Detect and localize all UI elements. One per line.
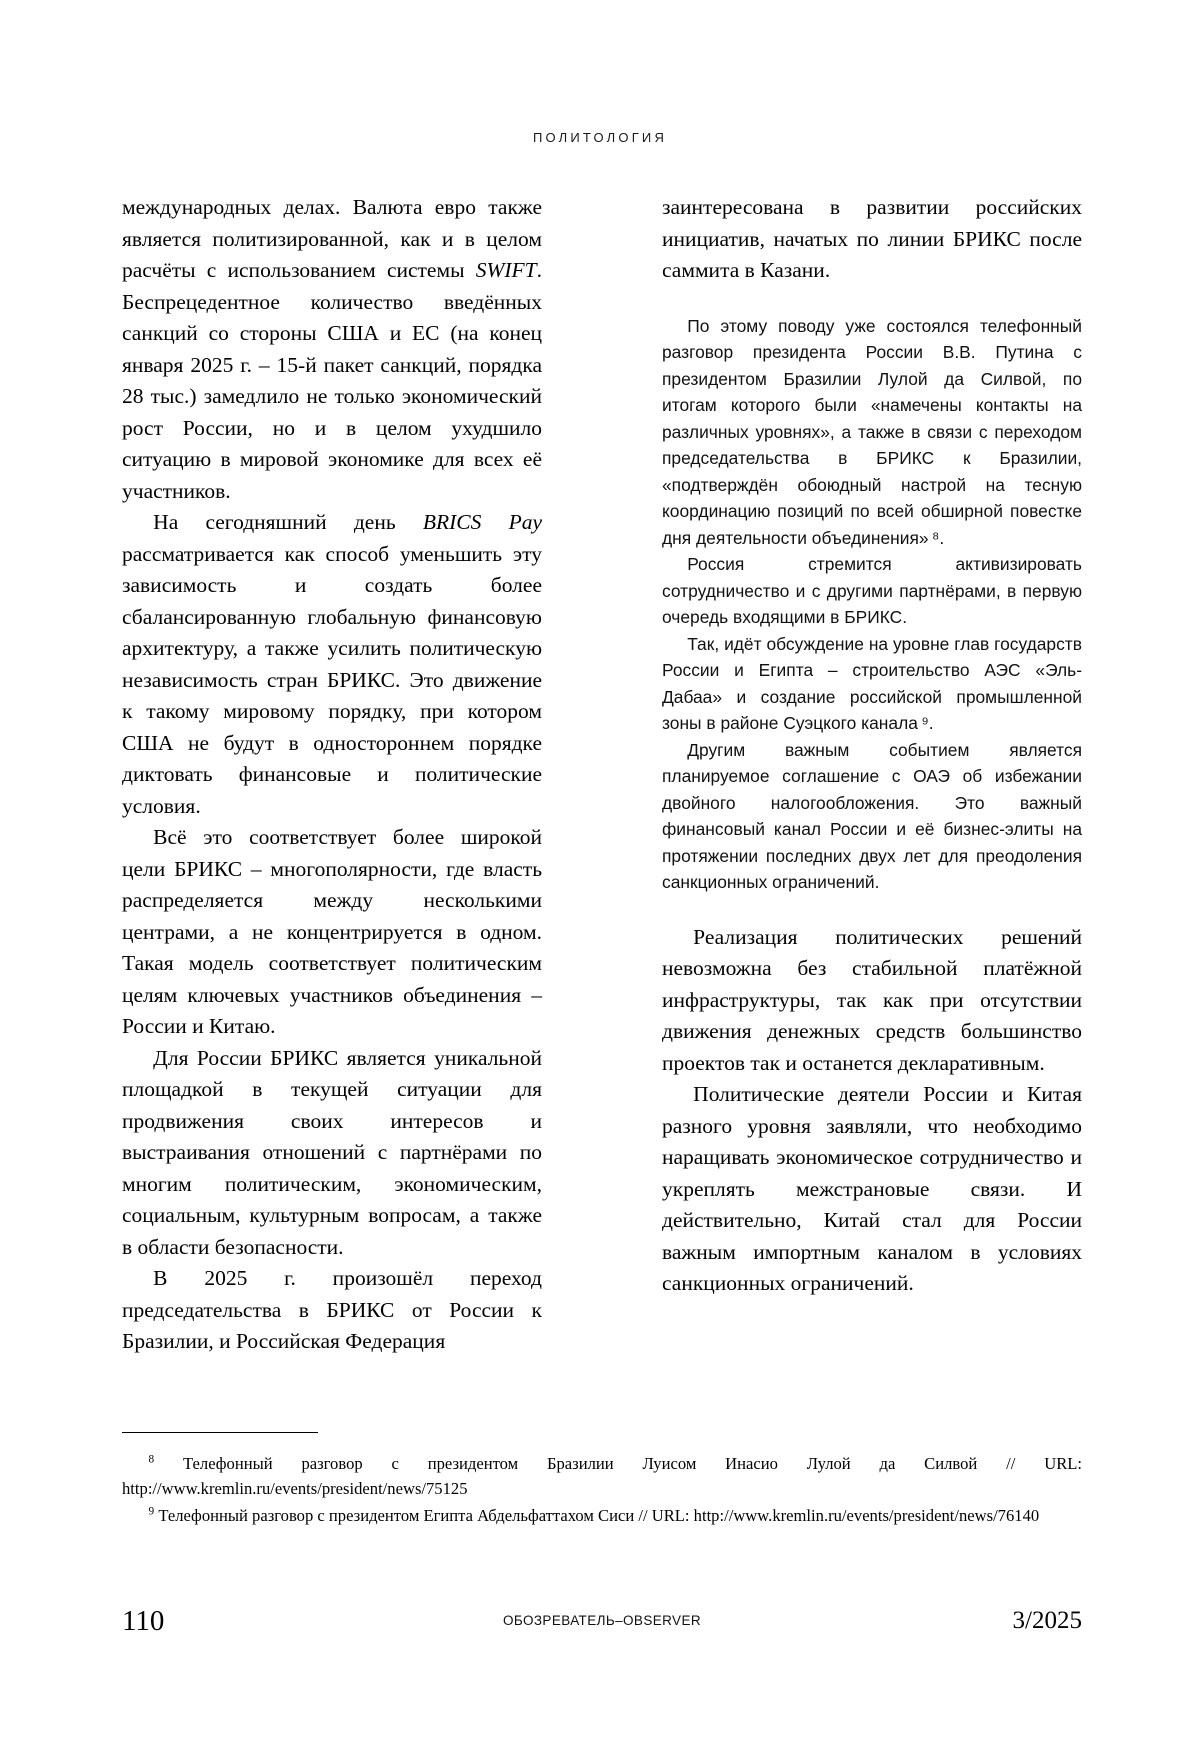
paragraph: В 2025 г. произошёл переход председательства в БРИКС от России к Бразилии, и Российская Федерация bbox=[122, 1266, 542, 1353]
two-column-body bbox=[122, 192, 1082, 1353]
paragraph: Так, идёт обсуждение на уровне глав государств России и Египта – строительство АЭС «Эль-Дабаа» и создание российской промышленной зоны в районе Суэцкого канала ⁹. bbox=[662, 633, 1082, 733]
running-head: ПОЛИТОЛОГИЯ bbox=[532, 130, 668, 145]
journal-name: ОБОЗРЕВАТЕЛЬ–OBSERVER bbox=[502, 1613, 702, 1628]
footnotes-section bbox=[122, 1432, 1082, 1530]
right-column bbox=[662, 192, 1082, 1300]
paragraph: По этому поводу уже состоялся телефонный разговор президента России В.В. Путина с президентом Бразилии Лулой да Силвой, по итогам которого были «намечены контакты на различных уровнях», а также в связи с переходом председательства в БРИКС к Бразилии, «подтверждён обоюдный настрой на тесную координацию позиций по всей обширной повестке дня деятельности объединения» ⁸. bbox=[662, 315, 1082, 548]
footnote-item bbox=[122, 1451, 1082, 1501]
term-swift: SWIFT bbox=[475, 258, 537, 282]
paragraph: Другим важным событием является планируемое соглашение с ОАЭ об избежании двойного налогообложения. Это важный финансовый канал России и её бизнес-элиты на протяжении последних двух лет для преодоления санкционных ограничений. bbox=[662, 739, 1082, 892]
right-sans-block bbox=[662, 313, 1082, 896]
footnote-marker: 8 bbox=[148, 1453, 155, 1466]
footnote-text: Телефонный разговор с президентом Бразилии Луисом Инасио Лулой да Силвой // URL: http://www.kremlin.ru/events/president/news/75125 bbox=[122, 1454, 1083, 1498]
paragraph: Реализация политических решений невозможна без стабильной платёжной инфраструктуры, так как при отсутствии движения денежных средств большинство проектов так и останется декларативным. bbox=[662, 924, 1082, 1075]
page-footer bbox=[122, 1605, 1082, 1635]
paragraph: заинтересована в развитии российских инициатив, начатых по линии БРИКС после саммита в Казани. bbox=[662, 195, 1082, 282]
paragraph: Политические деятели России и Китая разного уровня заявляли, что необходимо наращивать экономическое сотрудничество и укреплять межстрановые связи. И действительно, Китай стал для России важным импортным каналом в условиях санкционных ограничений. bbox=[662, 1082, 1082, 1295]
paragraph: Россия стремится активизировать сотрудничество и с другими партнёрами, в первую очередь входящими в БРИКС. bbox=[662, 554, 1082, 627]
page-number: 110 bbox=[122, 1605, 165, 1637]
paragraph: Всё это соответствует более широкой цели БРИКС – многополярности, где власть распределяется между несколькими центрами, а не концентрируется в одном. Такая модель соответствует политическим целям ключевых участников объединения – России и Китаю. bbox=[122, 825, 542, 1038]
footnote-item bbox=[122, 1503, 1082, 1528]
right-serif-block bbox=[662, 922, 1082, 1300]
footnote-marker: 9 bbox=[148, 1505, 155, 1518]
paragraph: международных делах. Валюта евро также является политизированной, как и в целом расчёты с использованием системы SWIFT. Беспрецедентное количество введённых санкций со стороны США и ЕС (на конец января 2025 г. – 15-й пакет санкций, порядка 28 тыс.) замедлило не только экономический рост России, но и в целом ухудшило ситуацию в мировой экономике для всех её участников. bbox=[122, 195, 542, 503]
paragraph: На сегодняшний день BRICS Pay рассматривается как способ уменьшить эту зависимость и создать более сбалансированную глобальную финансовую архитектуру, а также усилить политическую независимость стран БРИКС. Это движение к такому мировому порядку, при котором США не будут в одностороннем порядке диктовать финансовые и политические условия. bbox=[122, 510, 542, 818]
footnote-rule bbox=[122, 1432, 318, 1433]
issue-number: 3/2025 bbox=[1012, 1607, 1082, 1634]
term-brics-pay: BRICS Pay bbox=[422, 510, 542, 534]
left-column bbox=[122, 192, 542, 1358]
right-lead-block bbox=[662, 192, 1082, 287]
paragraph: Для России БРИКС является уникальной площадкой в текущей ситуации для продвижения своих интересов и выстраивания отношений с партнёрами по многим политическим, экономическим, социальным, культурным вопросам, а также в области безопасности. bbox=[122, 1045, 542, 1259]
footnote-text: Телефонный разговор с президентом Египта Абдельфаттахом Сиси // URL: http://www.kremlin.ru/events/president/news/76140 bbox=[158, 1506, 1040, 1525]
